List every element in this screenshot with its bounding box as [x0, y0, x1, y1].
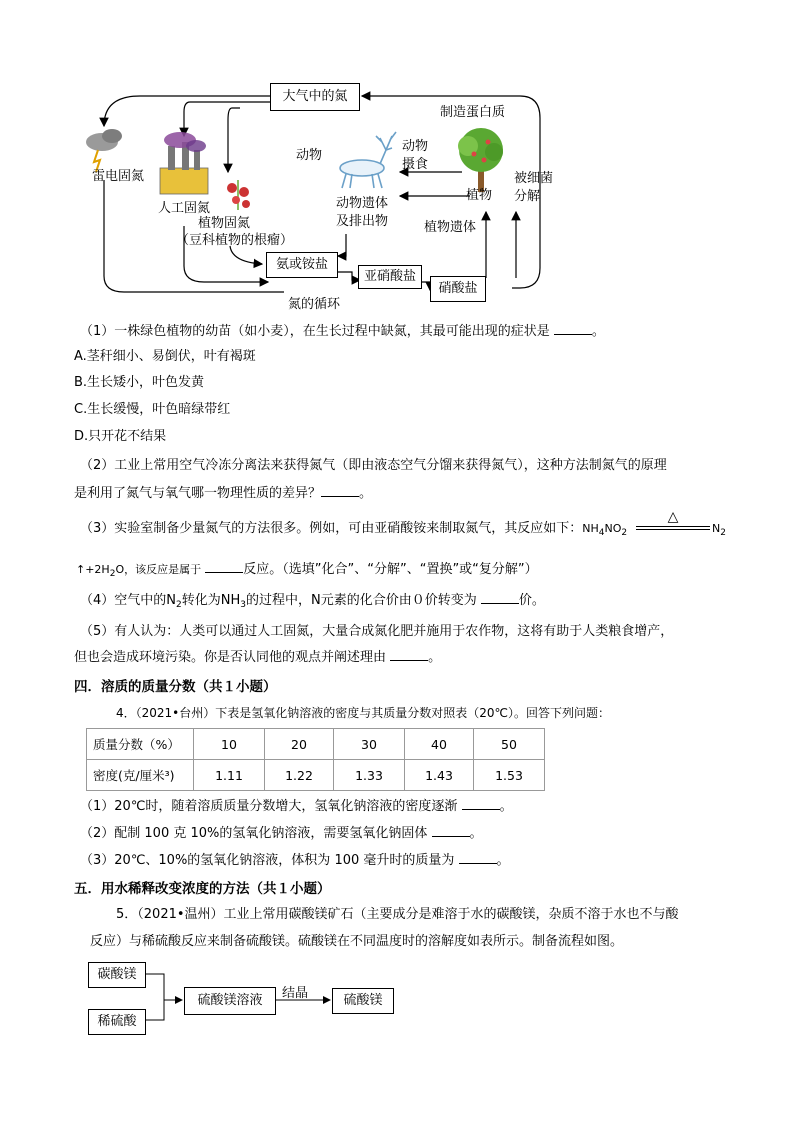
nitrite-box: 亚硝酸盐 [358, 265, 422, 289]
plant-fix-note: （豆科植物的根瘤） [176, 233, 294, 248]
section4-heading: 四．溶质的质量分数（共１小题） [74, 679, 277, 695]
bacteria-label: 被细菌 分解 [514, 171, 554, 204]
animal-label: 动物 [296, 148, 323, 163]
legume-root-icon [227, 180, 250, 210]
animal-remains-label: 动物遗体 及排出物 [336, 196, 389, 229]
section5-intro-2: 反应）与稀硫酸反应来制备硫酸镁。硫酸镁在不同温度时的溶解度如表所示。制备流程如图。 [90, 934, 624, 949]
density-table [86, 728, 545, 791]
protein-label: 制造蛋白质 [440, 105, 506, 120]
flow-input-dilute-sulfuric-acid: 稀硫酸 [88, 1009, 146, 1035]
lightning-label: 雷电固氮 [92, 169, 145, 184]
table-cell: 20 [265, 729, 334, 760]
answer-blank[interactable] [459, 851, 497, 864]
table-cell: 30 [334, 729, 405, 760]
factory-icon [160, 132, 208, 194]
s4-q1: （1）20℃时，随着溶质质量分数增大，氢氧化钠溶液的密度逐渐 。 [80, 799, 513, 814]
q1-text: （1）一株绿色植物的幼苗（如小麦），在生长过程中缺氮，其最可能出现的症状是 。 [80, 324, 605, 339]
flow-step-crystallize: 结晶 [282, 986, 309, 1001]
section5-intro-1: 5．（2021•温州）工业上常用碳酸镁矿石（主要成分是难溶于水的碳酸镁，杂质不溶于水也不与酸 [116, 907, 679, 922]
q3-line2: $↑+2H_2O$，该反应是属于 反应。（选填”化合”、“分解”、“置换”或“复分解”） [76, 562, 538, 579]
table-cell: 1.43 [405, 760, 474, 791]
q2-line2: 是利用了氮气与氧气哪一物理性质的差异？ 。 [74, 486, 373, 501]
table-cell: 1.11 [194, 760, 265, 791]
answer-blank[interactable] [205, 560, 243, 573]
reaction-product: $N_2$ [712, 522, 726, 538]
s4-q3: （3）20℃、10%的氢氧化钠溶液，体积为 100 毫升时的质量为 。 [80, 853, 510, 868]
tree-icon [458, 128, 503, 192]
flow-input-magnesium-carbonate: 碳酸镁 [88, 962, 146, 988]
table-header: 密度(克/厘米³) [87, 760, 194, 791]
q4-text: （4）空气中的$N_2$转化为$NH_3$的过程中，N元素的化合价由０价转变为 价。 [80, 593, 545, 610]
q1-option-d: D.只开花不结果 [74, 429, 167, 444]
s4-q2: （2）配制 100 克 10%的氢氧化钠溶液，需要氢氧化钠固体 。 [80, 826, 483, 841]
atmosphere-to-plantfix-arrow [228, 108, 240, 172]
answer-blank[interactable] [390, 648, 428, 661]
q2-line1: （2）工业上常用空气冷冻分离法来获得氮气（即由液态空气分馏来获得氮气），这种方法制氮气的原理 [80, 458, 667, 473]
plant-remains-label: 植物遗体 [424, 220, 477, 235]
answer-blank[interactable] [432, 824, 470, 837]
q1-option-b: B.生长矮小，叶色发黄 [74, 375, 205, 390]
deer-icon [340, 132, 396, 188]
answer-blank[interactable] [481, 591, 519, 604]
answer-blank[interactable] [321, 484, 359, 497]
answer-blank[interactable] [554, 322, 592, 335]
table-cell: 40 [405, 729, 474, 760]
plant-fix-label: 植物固氮 [198, 216, 251, 231]
flow-output-magnesium-sulfate: 硫酸镁 [332, 988, 394, 1014]
table-cell: 10 [194, 729, 265, 760]
answer-blank[interactable] [462, 797, 500, 810]
ammonia-box: 氨或铵盐 [266, 252, 338, 278]
animal-eats-label: 动物 摄食 [402, 139, 429, 172]
section4-intro: 4．（2021•台州）下表是氢氧化钠溶液的密度与其质量分数对照表（20℃）。回答下列问题： [116, 706, 611, 720]
reaction-condition: △ [636, 510, 710, 530]
q5-line1: （5）有人认为：人类可以通过人工固氮，大量合成氮化肥并施用于农作物，这将有助于人类粮食增产， [80, 624, 674, 639]
q5-line2: 但也会造成环境污染。你是否认同他的观点并阐述理由 。 [74, 650, 442, 665]
q3-line1: （3）实验室制备少量氮气的方法很多。例如，可由亚硝酸铵来制取氮气，其反应如下：$NH_4NO_2$ [80, 521, 628, 538]
table-cell: 1.22 [265, 760, 334, 791]
plant-label: 植物 [466, 188, 493, 203]
atmosphere-box: 大气中的氮 [270, 83, 360, 111]
atmosphere-to-lightning-arrow [104, 96, 270, 126]
flow-magnesium-sulfate-solution: 硫酸镁溶液 [184, 987, 276, 1015]
section5-heading: 五．用水稀释改变浓度的方法（共１小题） [74, 881, 331, 897]
table-header: 质量分数（%） [87, 729, 194, 760]
nitrate-box: 硝酸盐 [430, 276, 486, 302]
q1-option-c: C.生长缓慢，叶色暗绿带红 [74, 402, 231, 417]
industrial-label: 人工固氮 [158, 201, 211, 216]
table-cell: 50 [474, 729, 545, 760]
q1-option-a: A.茎秆细小、易倒伏，叶有褐斑 [74, 349, 256, 364]
table-cell: 1.53 [474, 760, 545, 791]
diagram-caption: 氮的循环 [288, 297, 341, 312]
table-cell: 1.33 [334, 760, 405, 791]
